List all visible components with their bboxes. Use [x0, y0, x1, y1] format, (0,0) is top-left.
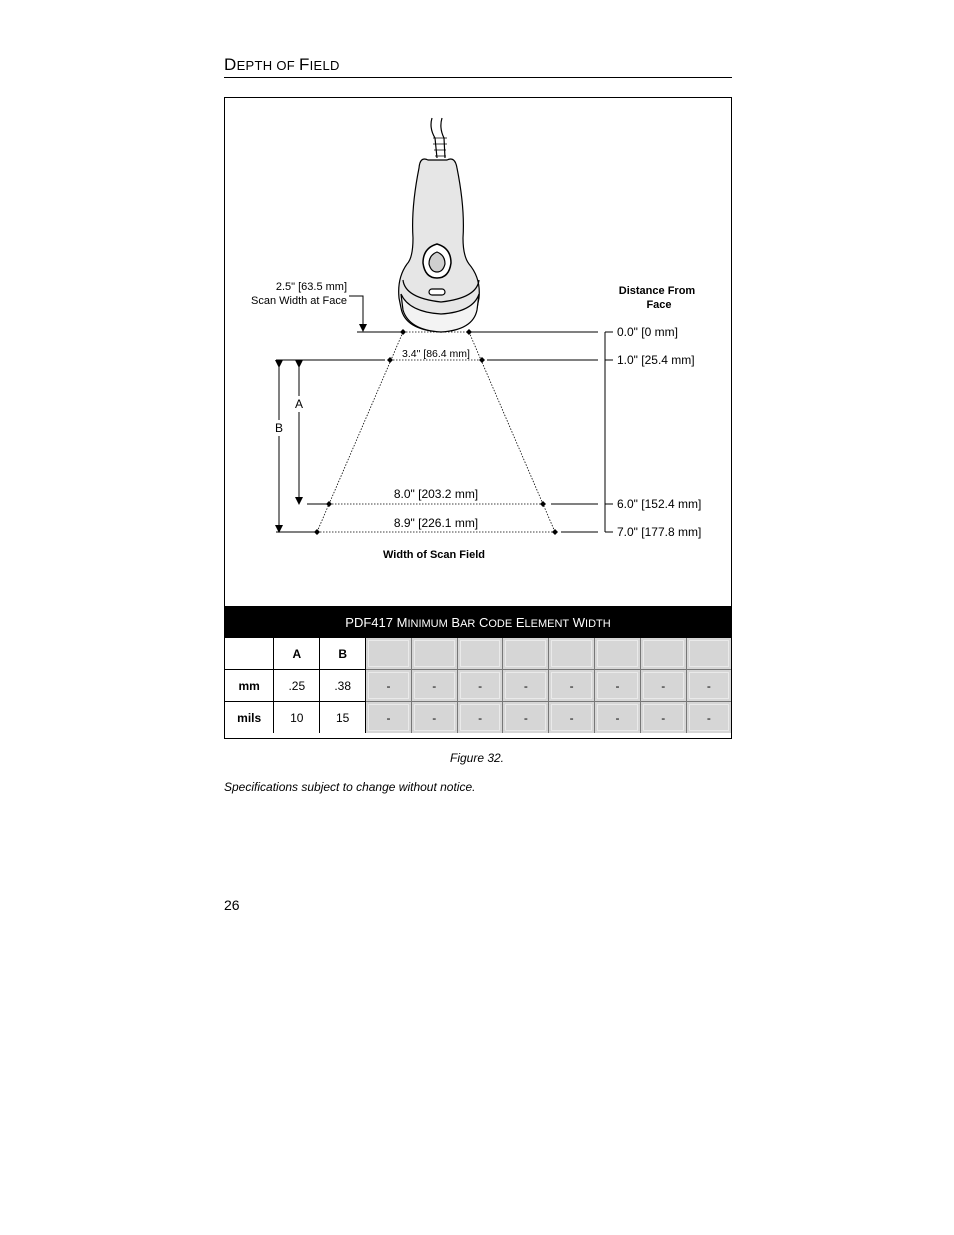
empty-cell	[686, 638, 731, 670]
figure-box	[224, 97, 732, 739]
distance-bracket	[605, 332, 613, 532]
blank-cell: -	[686, 702, 731, 734]
blank-cell: -	[549, 670, 595, 702]
empty-cell	[457, 638, 503, 670]
scan-field-beam	[317, 332, 555, 532]
blank-cell: -	[457, 670, 503, 702]
distance-7: 7.0" [177.8 mm]	[617, 525, 702, 539]
title-part-2: OF	[276, 58, 299, 73]
blank-cell: -	[411, 702, 457, 734]
blank-cell: -	[366, 670, 412, 702]
page-number: 26	[224, 897, 240, 913]
empty-cell	[595, 638, 641, 670]
blank-cell: -	[457, 702, 503, 734]
width-at-7in: 8.9" [226.1 mm]	[393, 516, 479, 530]
row-label-mm: mm	[225, 670, 274, 702]
blank-cell: -	[640, 702, 686, 734]
blank-cell: -	[411, 670, 457, 702]
empty-cell	[366, 638, 412, 670]
width-at-6in: 8.0" [203.2 mm]	[393, 487, 479, 501]
face-width-label-1: 2.5" [63.5 mm]	[275, 281, 347, 293]
cell-mils-b: 15	[320, 702, 366, 734]
corner-cell	[225, 638, 274, 670]
title-word-2: BAR	[451, 614, 476, 630]
table-row	[225, 702, 731, 734]
empty-cell	[549, 638, 595, 670]
width-at-1in: 3.4" [86.4 mm]	[402, 348, 470, 360]
element-width-table	[225, 638, 731, 733]
blank-cell: -	[686, 670, 731, 702]
blank-cell: -	[549, 702, 595, 734]
empty-cell	[503, 638, 549, 670]
column-header-b: B	[320, 638, 366, 670]
title-cap-1: D	[224, 55, 237, 74]
cell-mm-a: .25	[274, 670, 320, 702]
section-title	[224, 55, 732, 78]
distance-0: 0.0" [0 mm]	[617, 325, 678, 339]
range-a-label: A	[294, 397, 304, 411]
face-width-label-2: Scan Width at Face	[251, 295, 347, 307]
blank-cell: -	[503, 670, 549, 702]
range-b-label: B	[274, 421, 284, 435]
table-row	[225, 670, 731, 702]
scan-field-label: Width of Scan Field	[383, 549, 485, 561]
reference-lines	[276, 332, 598, 532]
blank-cell: -	[595, 702, 641, 734]
blank-cell: -	[640, 670, 686, 702]
empty-cell	[411, 638, 457, 670]
blank-cell: -	[595, 670, 641, 702]
cell-mils-a: 10	[274, 702, 320, 734]
row-label-mils: mils	[225, 702, 274, 734]
depth-of-field-diagram	[225, 98, 731, 606]
scanner-icon	[399, 118, 480, 332]
table-header-row	[225, 638, 731, 670]
blank-cell: -	[503, 702, 549, 734]
face-width-leader	[349, 296, 363, 328]
empty-cell	[640, 638, 686, 670]
title-part-3: IELD	[309, 58, 340, 73]
cell-mm-b: .38	[320, 670, 366, 702]
distance-6: 6.0" [152.4 mm]	[617, 497, 702, 511]
title-word-4: ELEMENT	[515, 614, 570, 630]
title-cap-2: F	[298, 55, 310, 74]
specifications-note: Specifications subject to change without notice.	[224, 780, 476, 794]
distance-title-2: Face	[646, 299, 672, 311]
blank-cell: -	[366, 702, 412, 734]
title-word-5: WIDTH	[572, 614, 611, 630]
figure-caption: Figure 32.	[449, 751, 505, 765]
distance-title-1: Distance From	[618, 285, 696, 297]
distance-1: 1.0" [25.4 mm]	[617, 353, 695, 367]
title-word-3: CODE	[478, 614, 513, 630]
title-word-1: MINIMUM	[396, 614, 448, 630]
title-part-1: EPTH	[236, 58, 277, 73]
table-title	[225, 606, 731, 638]
table-title-prefix: PDF417	[345, 614, 393, 630]
column-header-a: A	[274, 638, 320, 670]
